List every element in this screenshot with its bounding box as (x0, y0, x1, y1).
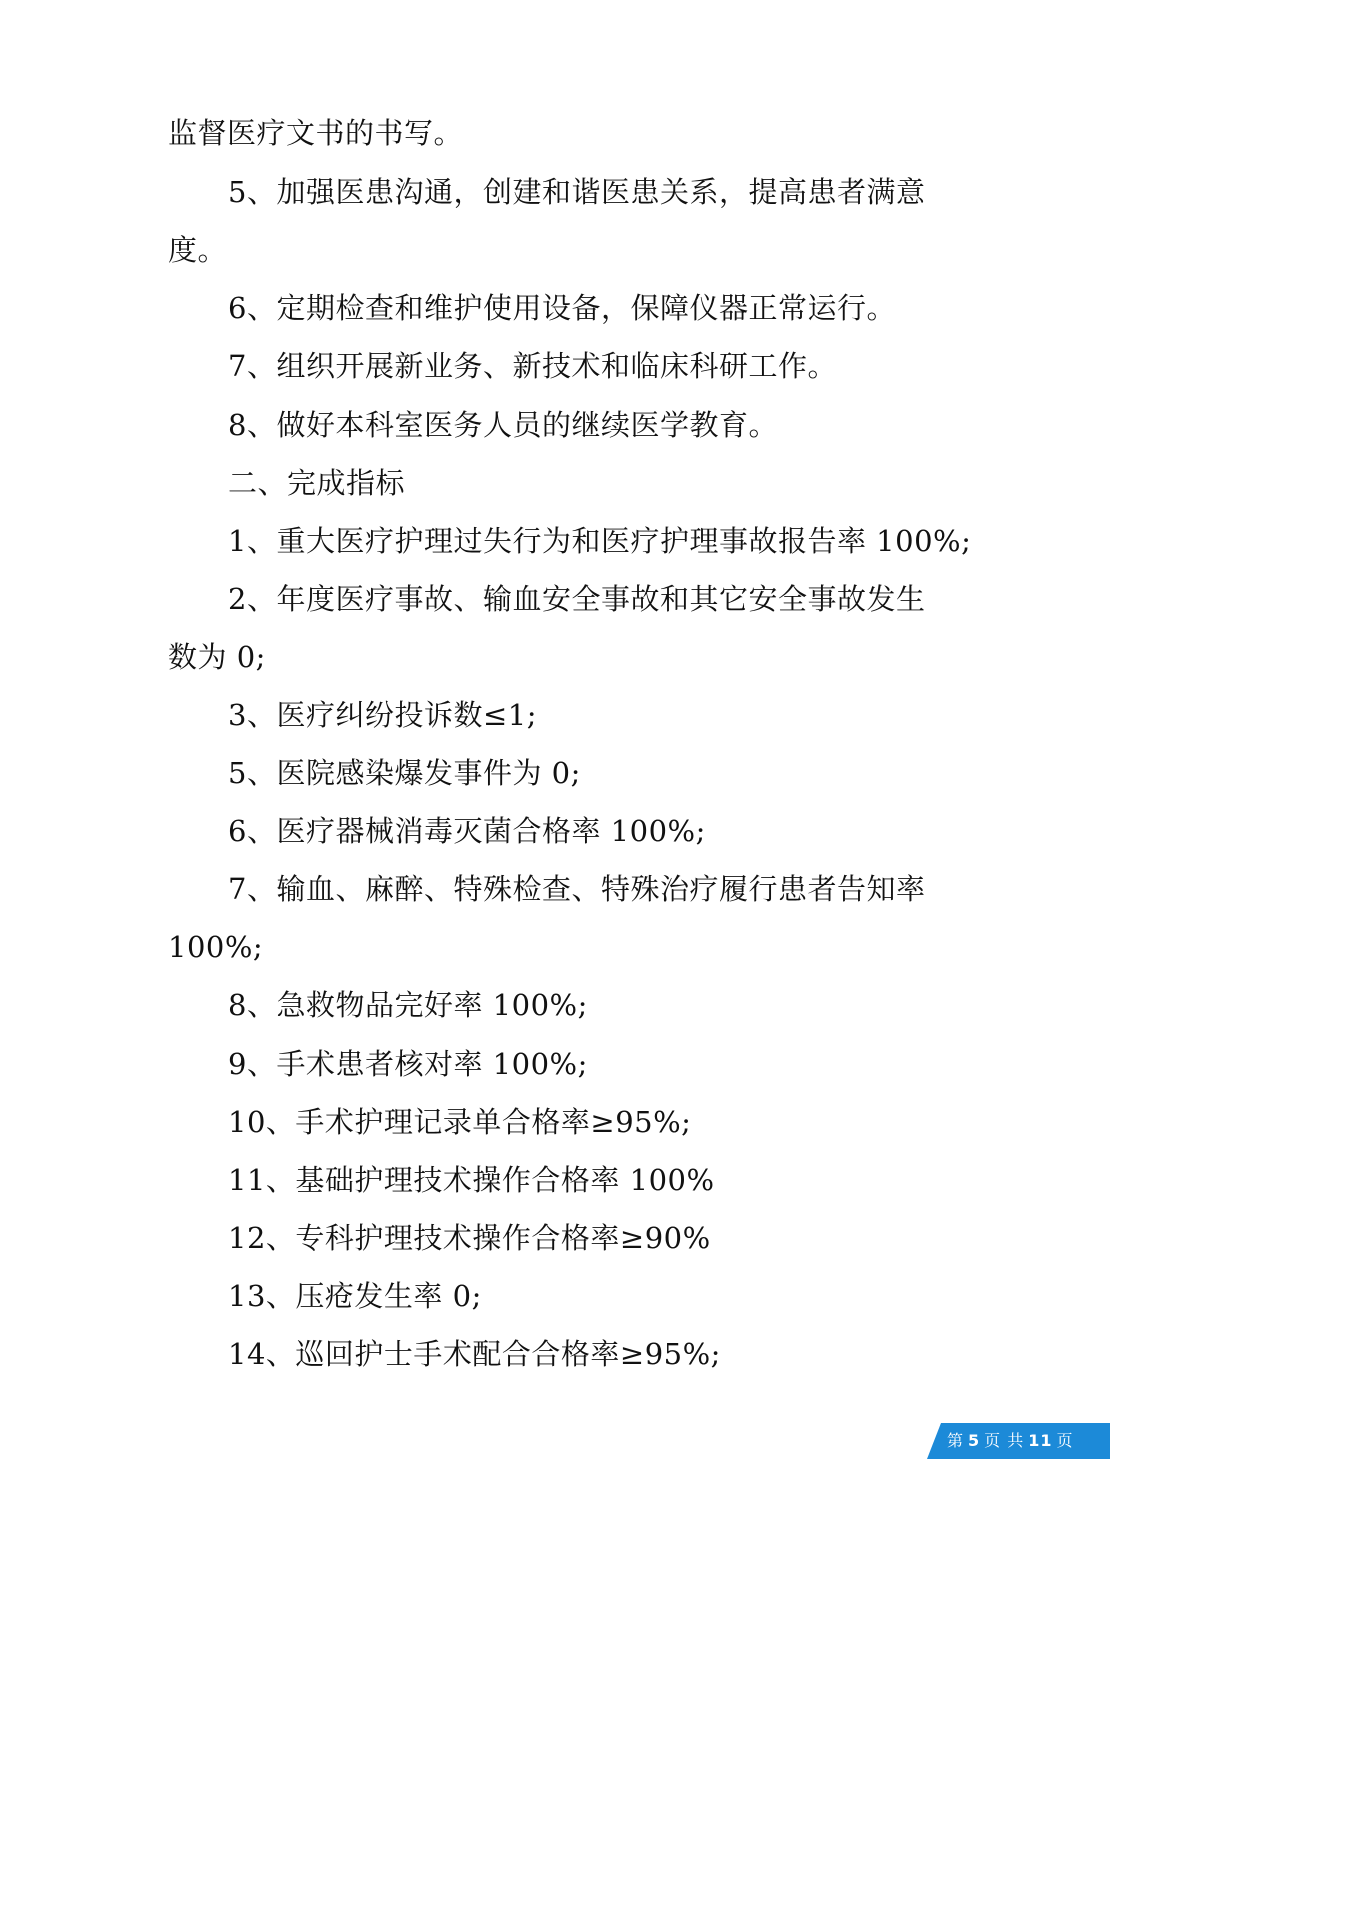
text-line: 3、医疗纠纷投诉数≤1; (228, 698, 537, 732)
section-heading: 二、完成指标 (228, 466, 406, 500)
text-line: 7、输血、麻醉、特殊检查、特殊治疗履行患者告知率 (228, 872, 926, 906)
text-line: 6、定期检查和维护使用设备，保障仪器正常运行。 (228, 291, 896, 325)
total-pages-number: 11 (1028, 1431, 1053, 1450)
text-line: 8、做好本科室医务人员的继续医学教育。 (228, 408, 778, 442)
text-line: 7、组织开展新业务、新技术和临床科研工作。 (228, 349, 837, 383)
text-line: 10、手术护理记录单合格率≥95%; (228, 1105, 692, 1139)
text-line: 11、基础护理技术操作合格率 100% (228, 1163, 715, 1197)
text-line: 数为 0; (168, 640, 266, 674)
text-line: 12、专科护理技术操作合格率≥90% (228, 1221, 711, 1255)
text-line: 5、医院感染爆发事件为 0; (228, 756, 581, 790)
text-line: 1、重大医疗护理过失行为和医疗护理事故报告率 100%; (228, 524, 972, 558)
footer-mid: 页 共 (984, 1431, 1025, 1450)
page-number-footer (927, 1423, 1110, 1459)
text-line: 度。 (168, 233, 228, 267)
text-line: 14、巡回护士手术配合合格率≥95%; (228, 1337, 721, 1371)
text-line: 2、年度医疗事故、输血安全事故和其它安全事故发生 (228, 582, 926, 616)
current-page-number: 5 (968, 1431, 981, 1450)
text-line: 监督医疗文书的书写。 (168, 116, 464, 150)
text-line: 5、加强医患沟通，创建和谐医患关系，提高患者满意 (228, 175, 926, 209)
text-line: 100%; (168, 930, 264, 964)
text-line: 8、急救物品完好率 100%; (228, 988, 588, 1022)
footer-prefix: 第 (947, 1431, 965, 1450)
text-line: 9、手术患者核对率 100%; (228, 1047, 588, 1081)
text-line: 6、医疗器械消毒灭菌合格率 100%; (228, 814, 706, 848)
footer-suffix: 页 (1056, 1431, 1074, 1450)
text-line: 13、压疮发生率 0; (228, 1279, 482, 1313)
